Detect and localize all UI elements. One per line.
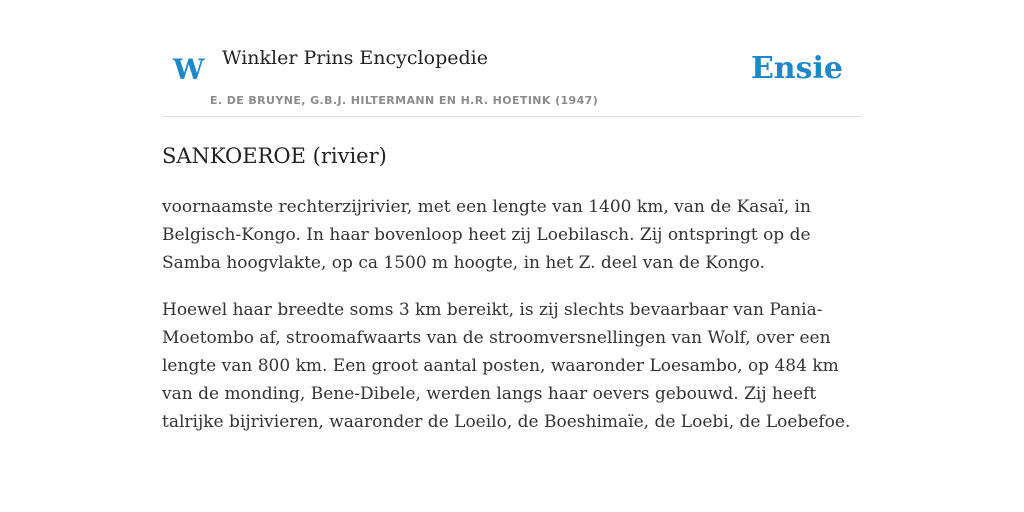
source-logo-icon: W — [173, 53, 205, 86]
source-authors: E. DE BRUYNE, G.B.J. HILTERMANN EN H.R. HOETINK (1947) — [210, 94, 599, 107]
source-header — [162, 0, 862, 117]
entry-paragraph: voornaamste rechterzijrivier, met een lengte van 1400 km, van de Kasaï, in Belgisch-Kongo. In haar bovenloop heet zij Loebilasch. Zij ontspringt op de Samba hoogvlakte, op ca 1500 m hoogte, in het Z. deel van de Kongo. — [162, 197, 811, 273]
entry-paragraph: Hoewel haar breedte soms 3 km bereikt, is zij slechts bevaarbaar van Pania-Moetombo af, stroomafwaarts van de stroomversnellingen van Wolf, over een lengte van 800 km. Een groot aantal posten, waaronder Loesambo, op 484 km van de monding, Bene-Dibele, werden langs haar oevers gebouwd. Zij heeft talrijke bijrivieren, waaronder de Loeilo, de Boeshimaïe, de Loebi, de Loebefoe. — [162, 300, 851, 432]
source-title[interactable]: Winkler Prins Encyclopedie — [222, 47, 488, 69]
page — [162, 0, 862, 436]
entry-title: SANKOEROE (rivier) — [162, 144, 387, 168]
entry-body — [162, 193, 862, 436]
ensie-logo-link[interactable]: Ensie — [750, 51, 843, 86]
